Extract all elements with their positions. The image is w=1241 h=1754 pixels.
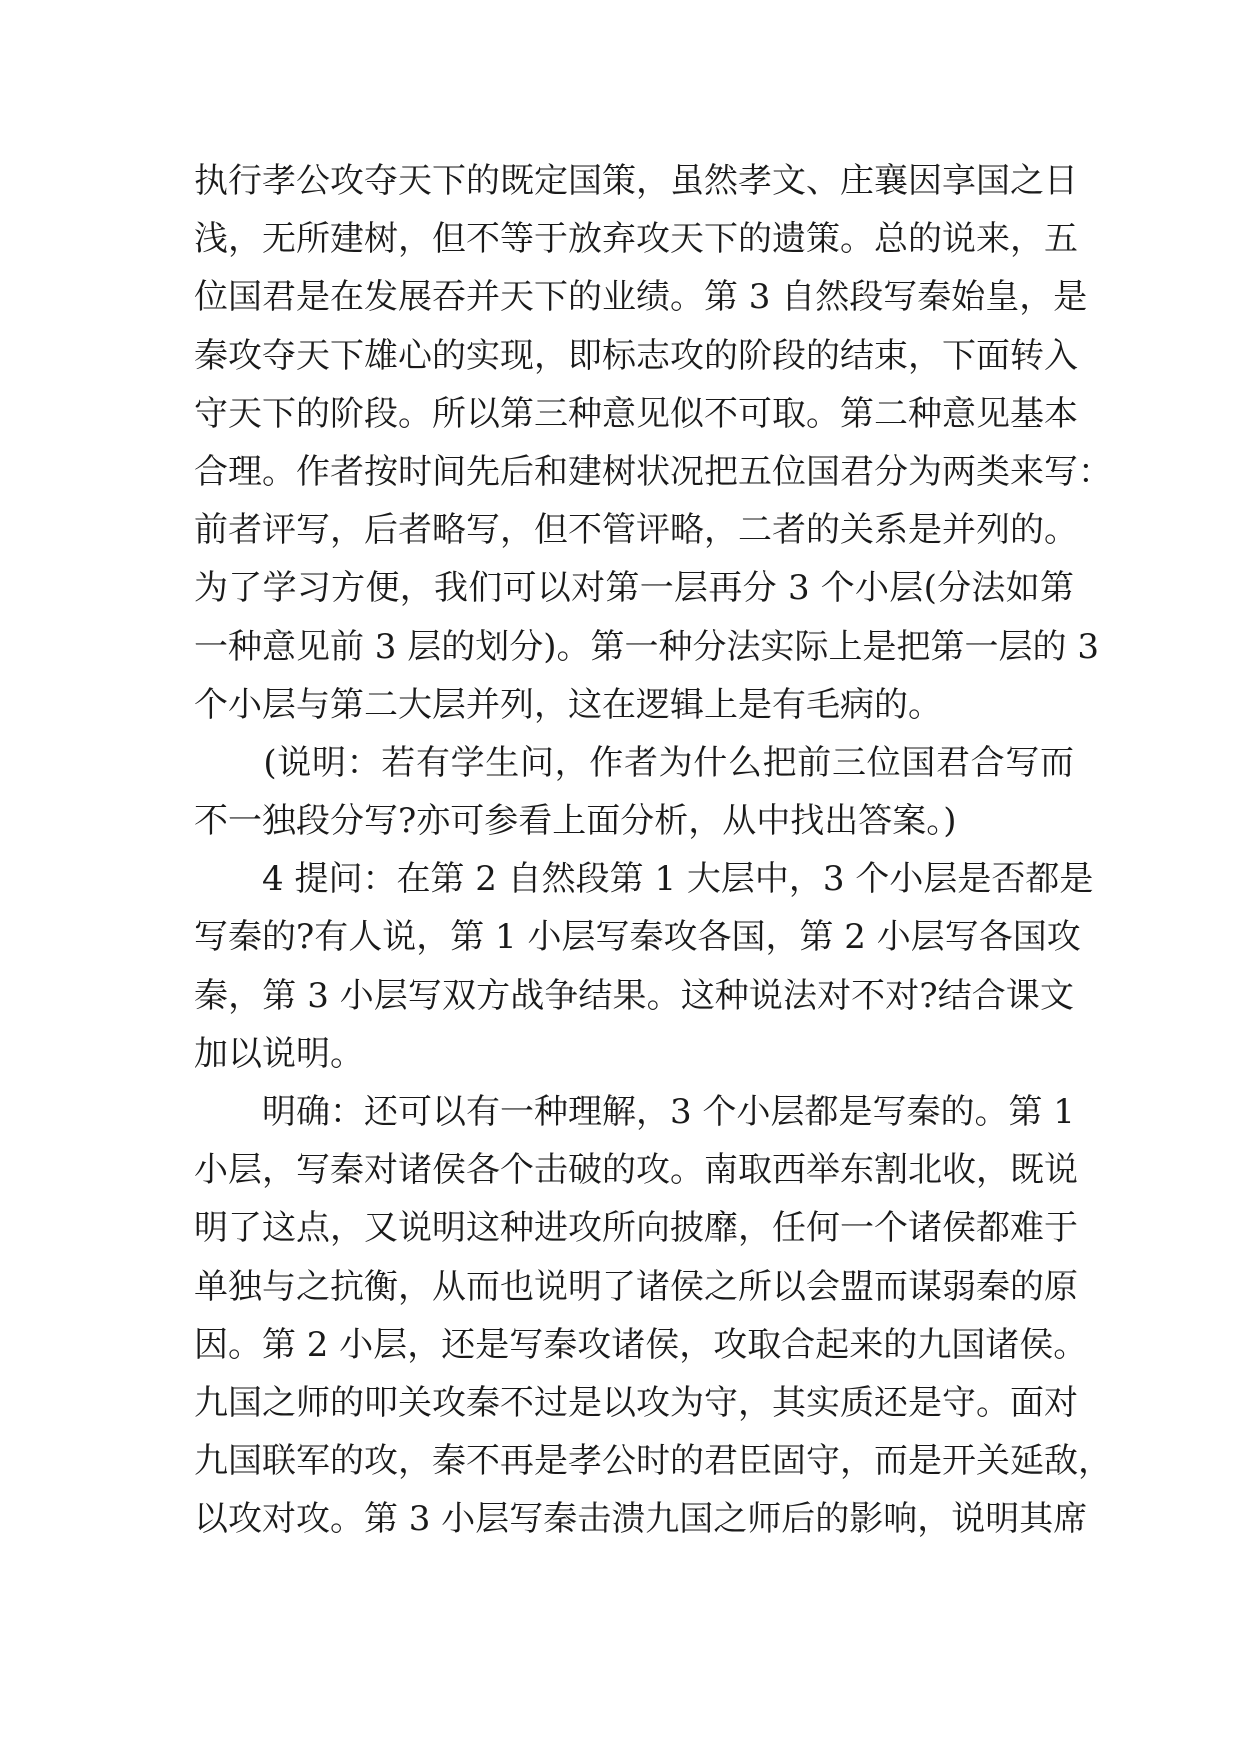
text-line: 守天下的阶段。所以第三种意见似不可取。第二种意见基本 [194,393,1078,434]
text-line: 位国君是在发展吞并天下的业绩。第 3 自然段写秦始皇，是 [194,277,1088,318]
text-line: 为了学习方便，我们可以对第一层再分 3 个小层(分法如第 [194,568,1074,609]
text-line: 秦攻夺天下雄心的实现，即标志攻的阶段的结束，下面转入 [194,335,1078,376]
text-line: 小层，写秦对诸侯各个击破的攻。南取西举东割北收，既说 [194,1150,1078,1191]
text-line: 因。第 2 小层，还是写秦攻诸侯，攻取合起来的九国诸侯。 [194,1324,1088,1365]
text-line: 秦，第 3 小层写双方战争结果。这种说法对不对?结合课文 [194,975,1074,1016]
text-line: 执行孝公攻夺天下的既定国策，虽然孝文、庄襄因享国之日 [194,161,1078,201]
text-line: 单独与之抗衡，从而也说明了诸侯之所以会盟而谋弱秦的原 [194,1266,1078,1307]
text-line: 合理。作者按时间先后和建树状况把五位国君分为两类来写： [194,451,1112,492]
text-line: 写秦的?有人说，第 1 小层写秦攻各国，第 2 小层写各国攻 [194,917,1081,958]
paragraph-note [194,734,1074,850]
document-body [194,152,1112,1549]
text-line: 不一独段分写?亦可参看上面分析，从中找出答案。) [194,801,957,842]
text-line: 明确：还可以有一种理解，3 个小层都是写秦的。第 1 [194,1092,1075,1132]
text-line: 九国联军的攻，秦不再是孝公时的君臣固守，而是开关延敌， [194,1441,1112,1482]
text-line: 4 提问：在第 2 自然段第 1 大层中，3 个小层是否都是 [194,859,1094,900]
text-line: 加以说明。 [194,1033,364,1074]
paragraph-question [194,850,1094,1083]
paragraph-continuation [194,152,1112,734]
text-line: 明了这点，又说明这种进攻所向披靡，任何一个诸侯都难于 [194,1208,1078,1249]
text-line: 一种意见前 3 层的划分)。第一种分法实际上是把第一层的 3 [194,626,1099,667]
text-line: 九国之师的叩关攻秦不过是以攻为守，其实质还是守。面对 [194,1382,1078,1423]
text-line: 浅，无所建树，但不等于放弃攻天下的遗策。总的说来，五 [194,219,1078,260]
text-line: (说明：若有学生问，作者为什么把前三位国君合写而 [194,742,1074,783]
text-line: 以攻对攻。第 3 小层写秦击溃九国之师后的影响，说明其席 [194,1499,1088,1540]
paragraph-answer [194,1083,1112,1549]
text-line: 个小层与第二大层并列，这在逻辑上是有毛病的。 [194,684,942,725]
text-line: 前者评写，后者略写，但不管评略，二者的关系是并列的。 [194,510,1078,551]
